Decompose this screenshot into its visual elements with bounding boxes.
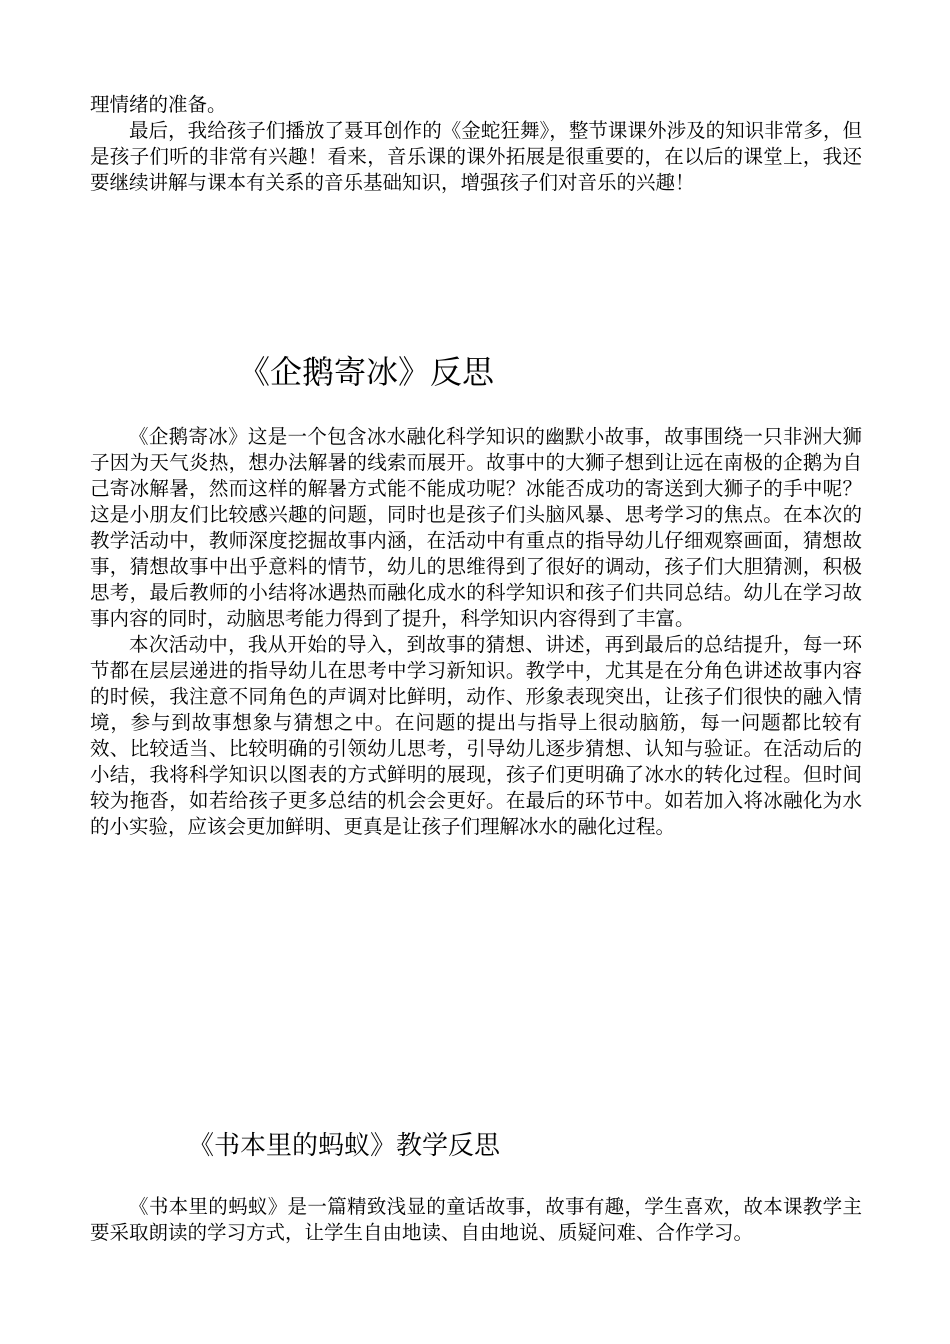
section-title-penguin: 《企鹅寄冰》反思 (238, 353, 495, 391)
intro-paragraph-1: 理情绪的准备。 (90, 93, 227, 116)
section-ant-paragraph-1: 《书本里的蚂蚁》是一篇精致浅显的童话故事，故事有趣，学生喜欢，故本课教学主要采取朗读的学习方式，让学生自由地读、自由地说、质疑问难、合作学习。 (90, 1195, 862, 1244)
intro-paragraph-2: 最后，我给孩子们播放了聂耳创作的《金蛇狂舞》，整节课课外涉及的知识非常多，但是孩子们听的非常有兴趣！看来，音乐课的课外拓展是很重要的，在以后的课堂上，我还要继续讲解与课本有关系的音乐基础知识，增强孩子们对音乐的兴趣！ (90, 119, 862, 194)
section-penguin-body (90, 424, 862, 840)
section-ant-body (90, 1194, 862, 1246)
section-penguin-paragraph-1: 《企鹅寄冰》这是一个包含冰水融化科学知识的幽默小故事，故事围绕一只非洲大狮子因为天气炎热，想办法解暑的线索而展开。故事中的大狮子想到让远在南极的企鹅为自己寄冰解暑，然而这样的解暑方式能不能成功呢？冰能否成功的寄送到大狮子的手中呢？这是小朋友们比较感兴趣的问题，同时也是孩子们头脑风暴、思考学习的焦点。在本次的教学活动中，教师深度挖掘故事内涵，在活动中有重点的指导幼儿仔细观察画面，猜想故事，猜想故事中出乎意料的情节，幼儿的思维得到了很好的调动，孩子们大胆猜测，积极思考，最后教师的小结将冰遇热而融化成水的科学知识和孩子们共同总结。幼儿在学习故事内容的同时，动脑思考能力得到了提升，科学知识内容得到了丰富。 (90, 425, 862, 630)
intro-text-block (90, 92, 862, 196)
section-penguin-paragraph-2: 本次活动中，我从开始的导入，到故事的猜想、讲述，再到最后的总结提升，每一环节都在层层递进的指导幼儿在思考中学习新知识。教学中，尤其是在分角色讲述故事内容的时候，我注意不同角色的声调对比鲜明，动作、形象表现突出，让孩子们很快的融入情境，参与到故事想象与猜想之中。在问题的提出与指导上很动脑筋，每一问题都比较有效、比较适当、比较明确的引领幼儿思考，引导幼儿逐步猜想、认知与验证。在活动后的小结，我将科学知识以图表的方式鲜明的展现，孩子们更明确了冰水的转化过程。但时间较为拖沓，如若给孩子更多总结的机会会更好。在最后的环节中。如若加入将冰融化为水的小实验，应该会更加鲜明、更真是让孩子们理解冰水的融化过程。 (90, 633, 862, 838)
section-title-ant: 《书本里的蚂蚁》教学反思 (188, 1131, 501, 1161)
